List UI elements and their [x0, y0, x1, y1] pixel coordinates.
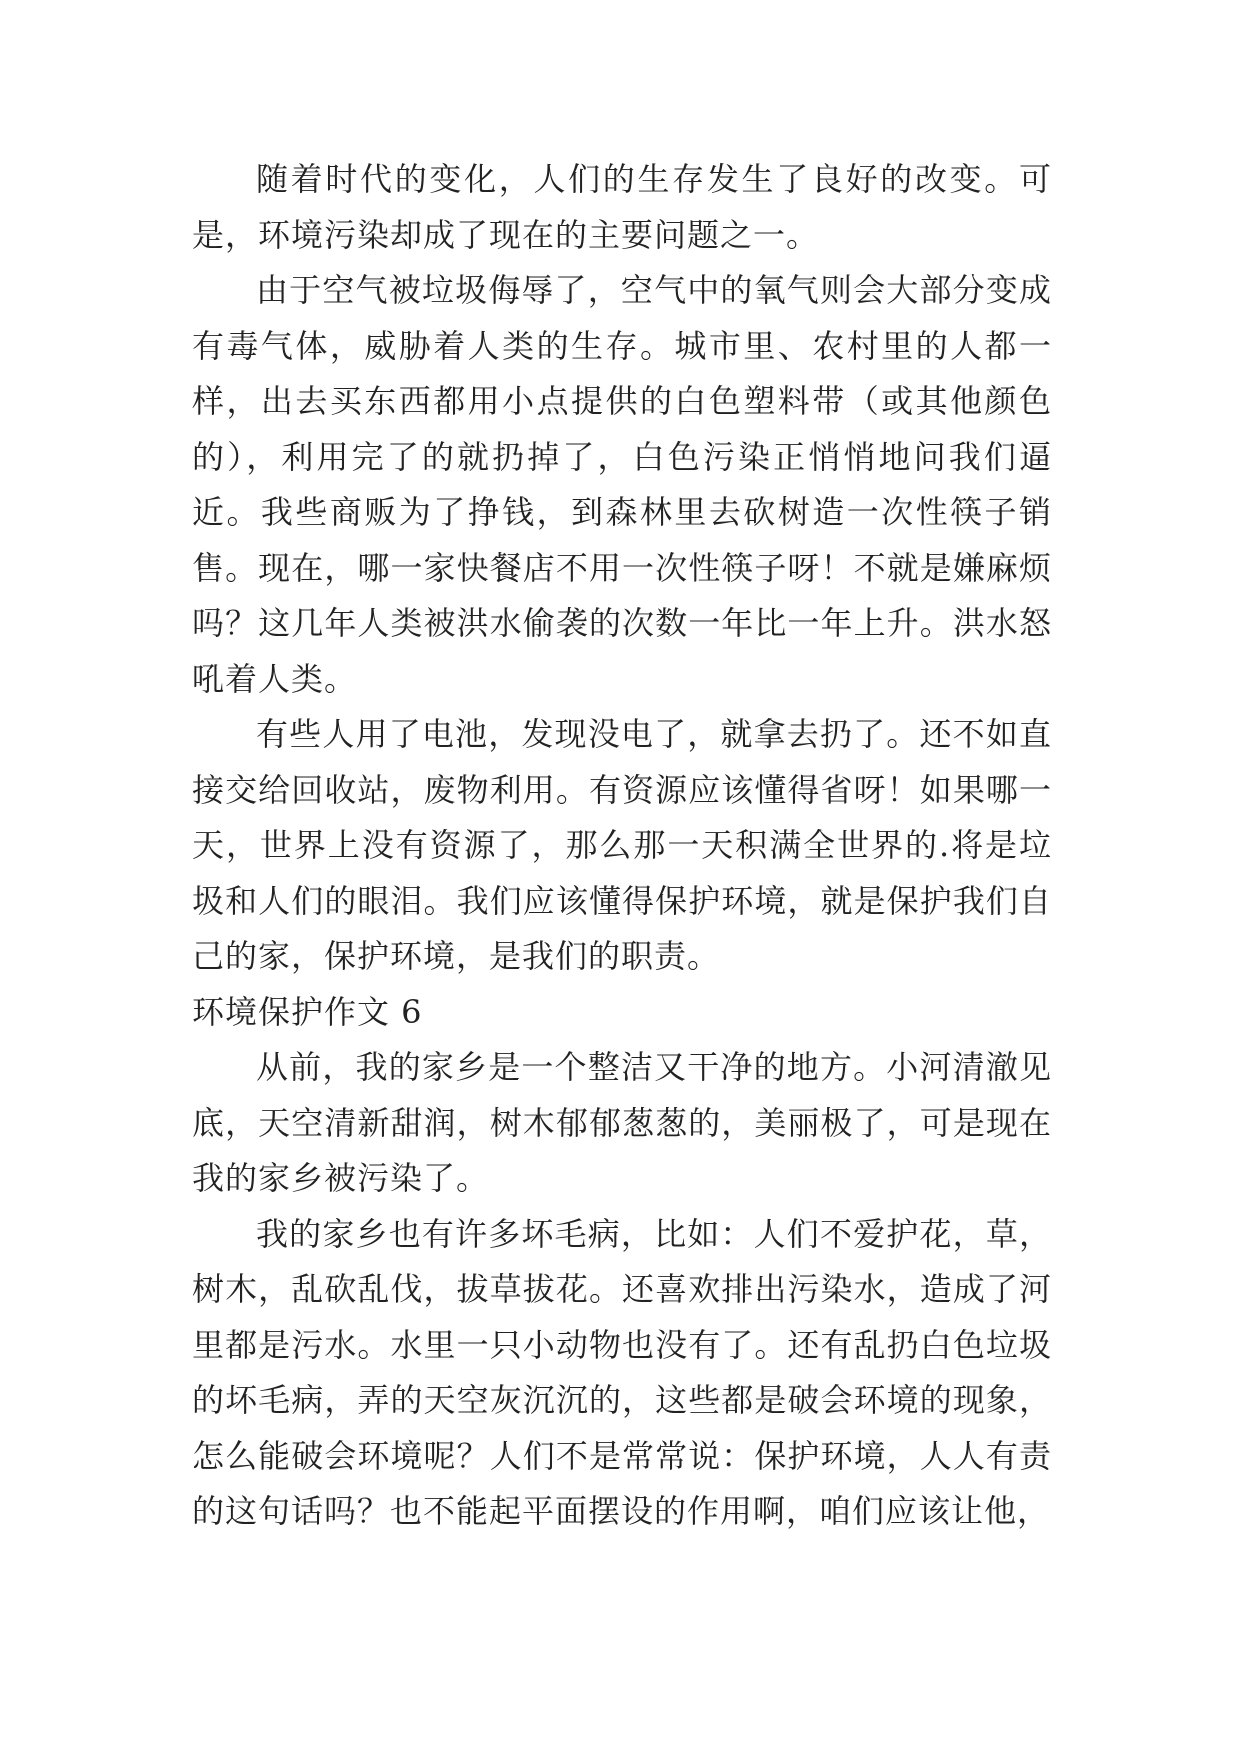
paragraph: 有些人用了电池，发现没电了，就拿去扔了。还不如直接交给回收站，废物利用。有资源应该懂得省呀！如果哪一天，世界上没有资源了，那么那一天积满全世界的.将是垃圾和人们的眼泪。我们应该懂得保护环境，就是保护我们自己的家，保护环境，是我们的职责。	[192, 715, 1052, 975]
paragraph: 随着时代的变化，人们的生存发生了良好的改变。可是，环境污染却成了现在的主要问题之一。	[192, 160, 1052, 254]
paragraph: 我的家乡也有许多坏毛病，比如：人们不爱护花，草，树木，乱砍乱伐，拔草拔花。还喜欢排出污染水，造成了河里都是污水。水里一只小动物也没有了。还有乱扔白色垃圾的坏毛病，弄的天空灰沉沉的，这些都是破会环境的现象，怎么能破会环境呢？人们不是常常说：保护环境，人人有责的这句话吗？也不能起平面摆设的作用啊，咱们应该让他，	[192, 1214, 1052, 1530]
section-heading: 环境保护作文 6	[192, 992, 423, 1031]
paragraph: 从前，我的家乡是一个整洁又干净的地方。小河清澈见底，天空清新甜润，树木郁郁葱葱的，美丽极了，可是现在我的家乡被污染了。	[192, 1048, 1052, 1197]
paragraph: 由于空气被垃圾侮辱了，空气中的氧气则会大部分变成有毒气体，威胁着人类的生存。城市里、农村里的人都一样，出去买东西都用小点提供的白色塑料带（或其他颜色的），利用完了的就扔掉了，白色污染正悄悄地问我们逼近。我些商贩为了挣钱，到森林里去砍树造一次性筷子销售。现在，哪一家快餐店不用一次性筷子呀！不就是嫌麻烦吗？这几年人类被洪水偷袭的次数一年比一年上升。洪水怒吼着人类。	[192, 271, 1052, 698]
document-body	[192, 152, 1052, 1540]
